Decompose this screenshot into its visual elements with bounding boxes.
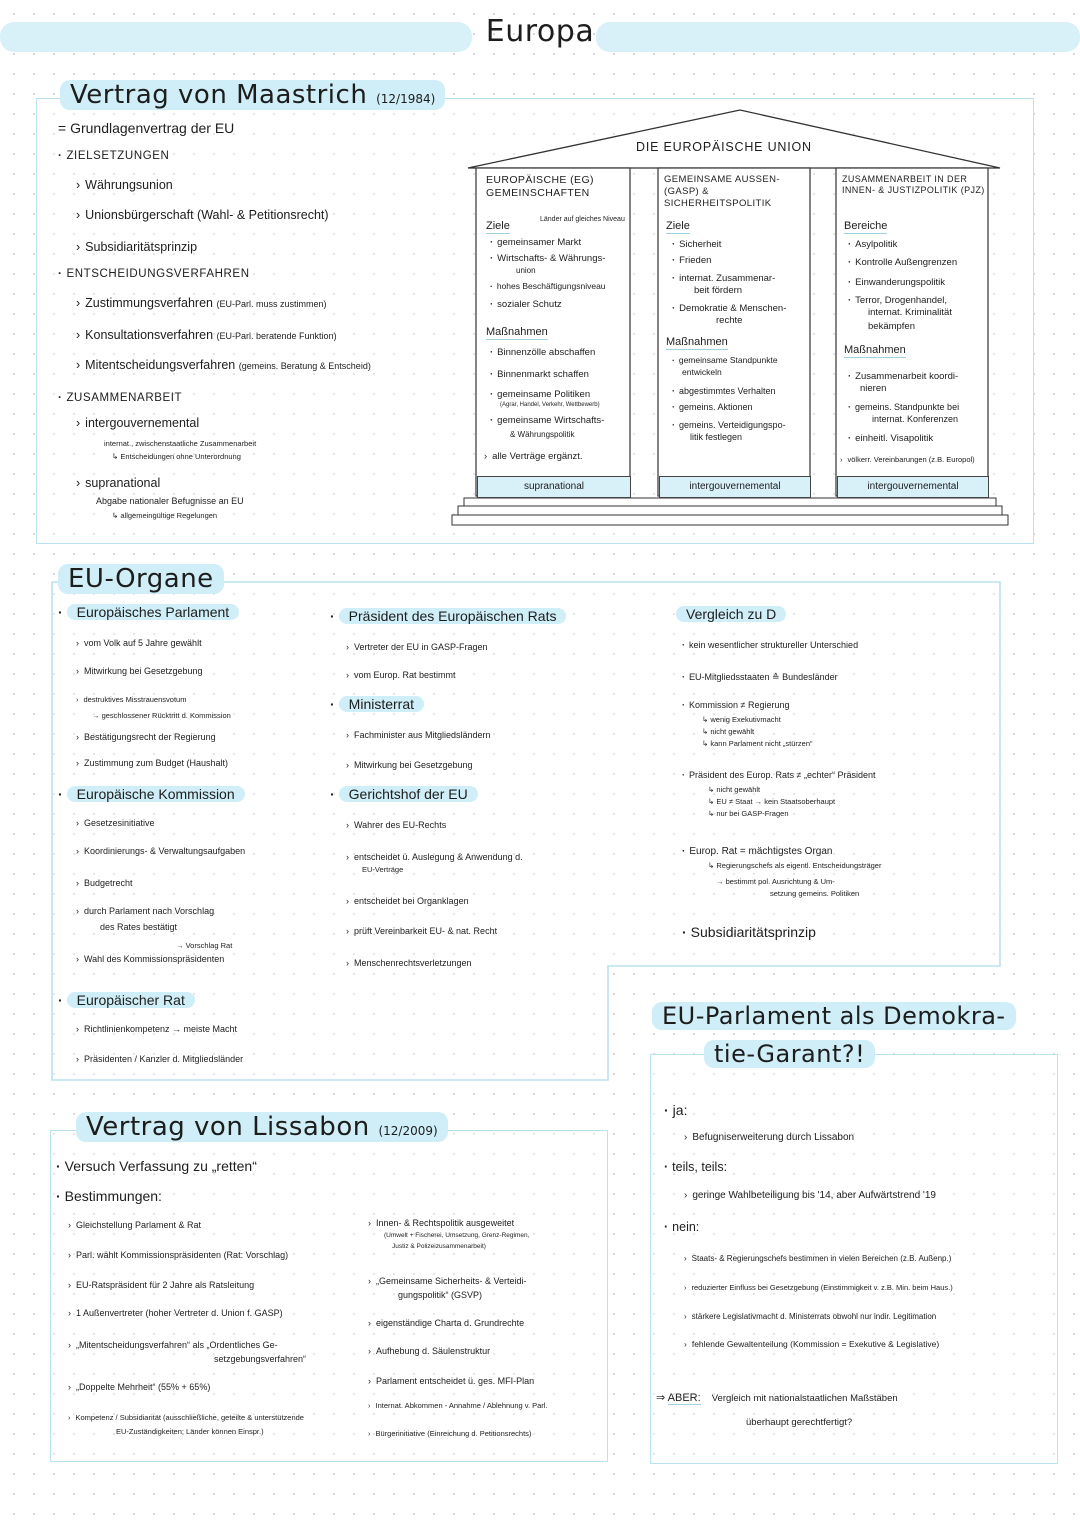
- intergouv-label: › intergouvernemental: [76, 416, 199, 430]
- vergleich-item: ↳ kann Parlament nicht „stürzen“: [702, 739, 813, 748]
- parlament-item: › vom Volk auf 5 Jahre gewählt: [76, 638, 202, 648]
- col3-base: intergouvernemental: [837, 476, 989, 498]
- lissabon-right-item: › Internat. Abkommen - Annahme / Ablehnung v. Parl.: [368, 1402, 548, 1411]
- aber-text: Vergleich mit nationalstaatlichen Maßstäben: [711, 1393, 898, 1404]
- page-title: Europa: [485, 14, 595, 49]
- col3-mass: › völkerr. Vereinbarungen (z.B. Europol): [840, 456, 975, 465]
- col1-ziel: · Wirtschafts- & Währungs-: [490, 254, 605, 265]
- col2-ziel: · internat. Zusammenar-: [672, 274, 775, 285]
- aber-arrow: ⇒: [656, 1392, 666, 1404]
- col1-ziele-note: Länder auf gleiches Niveau: [540, 216, 625, 223]
- col1-ziel: · hohes Beschäftigungsniveau: [490, 282, 606, 292]
- col2-base: intergouvernemental: [659, 476, 811, 498]
- col2-mass: litik festlegen: [690, 432, 743, 442]
- col2-mass-heading: Maßnahmen: [666, 336, 728, 348]
- ziel-item: › Währungsunion: [76, 178, 173, 192]
- praesident-item: › Vertreter der EU in GASP-Fragen: [346, 642, 488, 652]
- lissabon-title-text: Vertrag von Lissabon: [86, 1112, 370, 1142]
- lissabon-right-item: › Innen- & Rechtspolitik ausgeweitet: [368, 1218, 514, 1228]
- vergleich-heading: Vergleich zu D: [676, 606, 786, 622]
- kommission-item: › Koordinierungs- & Verwaltungsaufgaben: [76, 846, 245, 856]
- nein-item: › reduzierter Einfluss bei Gesetzgebung (Einstimmigkeit v. z.B. Min. beim Haus.): [684, 1284, 953, 1293]
- nein-heading: · nein:: [664, 1220, 699, 1234]
- kommission-heading: · Europäische Kommission: [58, 786, 245, 802]
- col3-mass: nieren: [860, 383, 887, 394]
- kommission-item: › Wahl des Kommissionspräsidenten: [76, 954, 224, 964]
- col3-ber: bekämpfen: [868, 321, 916, 332]
- vergleich-item: · Europ. Rat = mächtigstes Organ: [682, 846, 832, 858]
- col1-head: EUROPÄISCHE (EG) GEMEINSCHAFTEN: [486, 174, 594, 200]
- parlament-heading: · Europäisches Parlament: [58, 604, 239, 620]
- col1-ziele-heading: Ziele: [486, 220, 510, 232]
- vergleich-item: · Präsident des Europ. Rats ≠ „echter“ Präsident: [682, 770, 876, 780]
- vergleich-item: → bestimmt pol. Ausrichtung & Um-: [716, 877, 835, 886]
- col3-head: ZUSAMMENARBEIT IN DER INNEN- & JUSTIZPOLITIK (PJZ): [842, 174, 985, 196]
- ministerrat-item: › Fachminister aus Mitgliedsländern: [346, 730, 491, 740]
- col1-ziel: · sozialer Schutz: [490, 300, 562, 311]
- kommission-item: des Rates bestätigt: [100, 922, 178, 932]
- col1-mass: › alle Verträge ergänzt.: [484, 452, 582, 463]
- lissabon-right-item: › Bürgerinitiative (Einreichung d. Petitionsrechts): [368, 1430, 531, 1439]
- lissabon-left-item: › „Doppelte Mehrheit“ (55% + 65%): [68, 1382, 210, 1392]
- rat-heading: · Europäischer Rat: [58, 992, 195, 1008]
- ziel-item: › Unionsbürgerschaft (Wahl- & Petitionsrecht): [76, 208, 329, 222]
- rat-item: › Richtlinienkompetenz → meiste Macht: [76, 1024, 237, 1034]
- kommission-item: › Gesetzesinitiative: [76, 818, 155, 828]
- lissabon-date: (12/2009): [378, 1124, 438, 1138]
- lissabon-right-item: › eigenständige Charta d. Grundrechte: [368, 1318, 524, 1328]
- col3-ber: · Terror, Drogenhandel,: [848, 296, 947, 307]
- col3-ber: · Kontrolle Außengrenzen: [848, 258, 957, 269]
- lissabon-right-item: › Aufhebung d. Säulenstruktur: [368, 1346, 490, 1356]
- parlament-item: › Zustimmung zum Budget (Haushalt): [76, 758, 228, 768]
- ja-heading: · ja:: [664, 1102, 687, 1118]
- col2-ziel: · Frieden: [672, 256, 711, 267]
- vergleich-item: ↳ wenig Exekutivmacht: [702, 715, 781, 724]
- gericht-item: EU-Verträge: [362, 865, 404, 874]
- col1-base: supranational: [477, 476, 631, 498]
- vergleich-item: ↳ EU ≠ Staat → kein Staatsoberhaupt: [708, 797, 836, 806]
- garant-title-line1: EU-Parlament als Demokra-: [652, 1002, 1016, 1030]
- lissabon-left-item: › Gleichstellung Parlament & Rat: [68, 1220, 201, 1230]
- gericht-item: › Menschenrechtsverletzungen: [346, 958, 472, 968]
- maastricht-date: (12/1984): [376, 92, 436, 106]
- vergleich-item: ↳ Regierungschefs als eigentl. Entscheidungsträger: [708, 861, 882, 870]
- verfahren-item: › Zustimmungsverfahren (EU-Parl. muss zustimmen): [76, 296, 327, 310]
- col1-mass: · Binnenmarkt schaffen: [490, 370, 589, 381]
- lissabon-right-item: › Parlament entscheidet ü. ges. MFI-Plan: [368, 1376, 534, 1386]
- col3-ber: · Einwanderungspolitik: [848, 278, 945, 289]
- col1-mass: · Binnenzölle abschaffen: [490, 348, 595, 359]
- maastricht-verfahren-heading: · ENTSCHEIDUNGSVERFAHREN: [58, 268, 250, 281]
- praesident-heading: · Präsident des Europäischen Rats: [330, 608, 566, 624]
- col3-mass: internat. Konferenzen: [872, 414, 959, 424]
- col3-ber-heading: Bereiche: [844, 220, 888, 232]
- lissabon-right-item: gungspolitik“ (GSVP): [398, 1290, 483, 1300]
- col3-ber: · Asylpolitik: [848, 240, 897, 251]
- col1-ziel: union: [516, 266, 536, 275]
- ja-item: › Befugniserweiterung durch Lissabon: [684, 1132, 854, 1144]
- gericht-item: › entscheidet bei Organklagen: [346, 896, 469, 906]
- intergouv-note: internat., zwischenstaatliche Zusammenarbeit: [104, 439, 257, 448]
- col3-mass: · einheitl. Visapolitik: [848, 434, 933, 445]
- col1-mass: & Währungspolitik: [510, 430, 575, 439]
- col1-mass-heading: Maßnahmen: [486, 326, 548, 338]
- ministerrat-heading: · Ministerrat: [330, 696, 424, 712]
- aber-text-2: überhaupt gerechtfertigt?: [746, 1417, 853, 1428]
- intergouv-note: ↳ Entscheidungen ohne Unterordnung: [112, 452, 241, 461]
- maastricht-subtitle: = Grundlagenvertrag der EU: [58, 120, 235, 136]
- col2-ziel: beit fördern: [694, 285, 743, 296]
- kommission-item: → Vorschlag Rat: [176, 941, 233, 950]
- col3-mass: · gemeins. Standpunkte bei: [848, 402, 959, 412]
- col2-mass: · gemeins. Aktionen: [672, 402, 753, 412]
- lissabon-left-item: EU-Zuständigkeiten; Länder können Einspr.): [116, 1427, 264, 1436]
- teils-heading: · teils, teils:: [664, 1160, 727, 1174]
- parlament-item: › Mitwirkung bei Gesetzgebung: [76, 666, 203, 676]
- lissabon-right-item: › „Gemeinsame Sicherheits- & Verteidi-: [368, 1276, 527, 1286]
- maastricht-ziele-heading: · ZIELSETZUNGEN: [58, 150, 169, 163]
- rat-item: › Präsidenten / Kanzler d. Mitgliedsländer: [76, 1054, 243, 1064]
- supra-note: Abgabe nationaler Befugnisse an EU: [96, 496, 244, 506]
- vergleich-item: ↳ nicht gewählt: [708, 785, 761, 794]
- nein-item: › fehlende Gewaltenteilung (Kommission = Exekutive & Legislative): [684, 1340, 939, 1350]
- lissabon-left-item: › Parl. wählt Kommissionspräsidenten (Rat: Vorschlag): [68, 1250, 288, 1260]
- nein-item: › stärkere Legislativmacht d. Ministerrats obwohl nur indir. Legitimation: [684, 1312, 936, 1321]
- lissabon-left-item: › EU-Ratspräsident für 2 Jahre als Ratsleitung: [68, 1280, 254, 1290]
- col2-ziel: · Sicherheit: [672, 240, 721, 251]
- maastricht-title-text: Vertrag von Maastrich: [70, 80, 368, 110]
- gericht-heading: · Gerichtshof der EU: [330, 786, 478, 802]
- col2-mass: entwickeln: [682, 367, 722, 377]
- organe-title: [58, 564, 224, 594]
- col2-head: GEMEINSAME AUSSEN- (GASP) & SICHERHEITSPOLITIK: [664, 174, 780, 209]
- lissabon-heading: · Bestimmungen:: [56, 1188, 162, 1204]
- col2-ziele-heading: Ziele: [666, 220, 690, 232]
- vergleich-item: ↳ nur bei GASP-Fragen: [708, 809, 789, 818]
- supra-note: ↳ allgemeingültige Regelungen: [112, 511, 218, 520]
- col2-mass: · abgestimmtes Verhalten: [672, 386, 776, 396]
- garant-title-line2: tie-Garant?!: [704, 1040, 875, 1068]
- verfahren-item: › Mitentscheidungsverfahren (gemeins. Beratung & Entscheid): [76, 358, 371, 372]
- col3-ber: internat. Kriminalität: [868, 307, 952, 318]
- kommission-item: › Budgetrecht: [76, 878, 133, 888]
- vergleich-item: · kein wesentlicher struktureller Unterschied: [682, 640, 858, 650]
- vergleich-item: ↳ nicht gewählt: [702, 727, 755, 736]
- kommission-item: › durch Parlament nach Vorschlag: [76, 906, 214, 916]
- col2-mass: · gemeinsame Standpunkte: [672, 356, 778, 366]
- parlament-item: → geschlossener Rücktritt d. Kommission: [92, 711, 231, 720]
- col3-mass: · Zusammenarbeit koordi-: [848, 372, 958, 383]
- lissabon-title: [76, 1112, 448, 1142]
- ziel-item: › Subsidiaritätsprinzip: [76, 240, 197, 254]
- col1-ziel: · gemeinsamer Markt: [490, 238, 581, 249]
- temple-roof-title: DIE EUROPÄISCHE UNION: [636, 140, 812, 154]
- gericht-item: › entscheidet ü. Auslegung & Anwendung d.: [346, 852, 523, 862]
- praesident-item: › vom Europ. Rat bestimmt: [346, 670, 456, 680]
- vergleich-item: · Kommission ≠ Regierung: [682, 700, 789, 710]
- lissabon-left-item: › 1 Außenvertreter (hoher Vertreter d. Union f. GASP): [68, 1308, 283, 1318]
- lissabon-left-item: › „Mitentscheidungsverfahren“ als „Ordentliches Ge-: [68, 1340, 278, 1350]
- parlament-item: › destruktives Misstrauensvotum: [76, 696, 186, 705]
- garant-title-2: [704, 1040, 875, 1068]
- col2-mass: · gemeins. Verteidigungspo-: [672, 420, 786, 430]
- lissabon-left-item: setzgebungsverfahren“: [214, 1354, 307, 1364]
- vergleich-item: · Subsidiaritätsprinzip: [682, 924, 816, 940]
- lissabon-left-item: › Kompetenz / Subsidiarität (ausschließliche, geteilte & unterstützende: [68, 1414, 304, 1423]
- col1-mass: · gemeinsame Politiken: [490, 390, 590, 401]
- maastricht-zusammenarbeit-heading: · ZUSAMMENARBEIT: [58, 392, 182, 405]
- teils-item: › geringe Wahlbeteiligung bis '14, aber Aufwärtstrend '19: [684, 1190, 936, 1202]
- lissabon-intro: · Versuch Verfassung zu „retten“: [56, 1158, 257, 1174]
- col2-ziel: rechte: [716, 315, 743, 326]
- garant-title: [652, 1002, 1016, 1030]
- vergleich-item: setzung gemeins. Politiken: [770, 889, 860, 898]
- verfahren-item: › Konsultationsverfahren (EU-Parl. beratende Funktion): [76, 328, 337, 342]
- supra-label: › supranational: [76, 476, 160, 490]
- col2-ziel: · Demokratie & Menschen-: [672, 304, 786, 315]
- organe-title-text: EU-Organe: [58, 564, 224, 594]
- aber-line: [656, 1392, 898, 1405]
- col3-mass-heading: Maßnahmen: [844, 344, 906, 356]
- aber-heading: ABER:: [667, 1392, 701, 1404]
- col1-mass-note: (Agrar, Handel, Verkehr, Wettbewerb): [500, 402, 600, 408]
- gericht-item: › prüft Vereinbarkeit EU- & nat. Recht: [346, 926, 497, 936]
- gericht-item: › Wahrer des EU-Rechts: [346, 820, 446, 830]
- nein-item: › Staats- & Regierungschefs bestimmen in vielen Bereichen (z.B. Außenp.): [684, 1254, 951, 1263]
- ministerrat-item: › Mitwirkung bei Gesetzgebung: [346, 760, 473, 770]
- lissabon-right-item: (Umwelt + Fischerei, Umsetzung, Grenz-Regimen,: [384, 1232, 530, 1239]
- vergleich-item: · EU-Mitgliedsstaaten ≙ Bundesländer: [682, 672, 838, 682]
- col1-mass: · gemeinsame Wirtschafts-: [490, 416, 604, 427]
- parlament-item: › Bestätigungsrecht der Regierung: [76, 732, 216, 742]
- lissabon-right-item: Justiz & Polizeizusammenarbeit): [392, 1243, 486, 1250]
